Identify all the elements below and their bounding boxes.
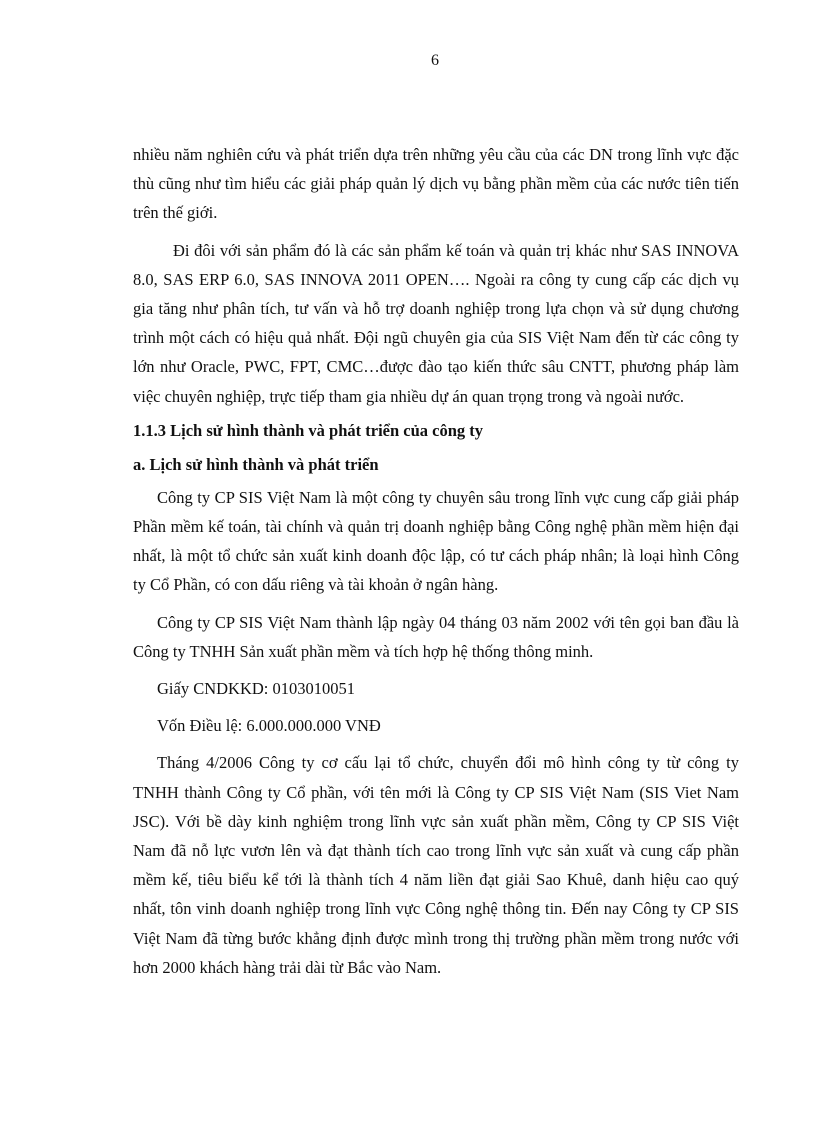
paragraph-products: Đi đôi với sản phẩm đó là các sản phẩm kế toán và quản trị khác như SAS INNOVA 8.0, SAS ERP 6.0, SAS INNOVA 2011 OPEN…. Ngoài ra công ty cung cấp các dịch vụ gia tăng như phân tích, tư vấn và hỗ trợ doanh nghiệp trong lựa chọn và sử dụng chương trình một cách có hiệu quả nhất. Đội ngũ chuyên gia của SIS Việt Nam đến từ các công ty lớn như Oracle, PWC, FPT, CMC…được đào tạo kiến thức sâu CNTT, phương pháp làm việc chuyên nghiệp, trực tiếp tham gia nhiều dự án quan trọng trong và ngoài nước. <box>133 240 739 406</box>
section-heading: 1.1.3 Lịch sử hình thành và phát triển của công ty <box>133 420 484 440</box>
charter-capital-line: Vốn Điều lệ: 6.000.000.000 VNĐ <box>157 716 381 736</box>
business-license-line: Giấy CNDKKD: 0103010051 <box>157 679 355 699</box>
paragraph-founding: Công ty CP SIS Việt Nam thành lập ngày 04 tháng 03 năm 2002 với tên gọi ban đầu là Công ty TNHH Sản xuất phần mềm và tích hợp hệ thống thông minh. <box>133 612 739 661</box>
paragraph-company-intro: Công ty CP SIS Việt Nam là một công ty chuyên sâu trong lĩnh vực cung cấp giải pháp Phần mềm kế toán, tài chính và quản trị doanh nghiệp bằng Công nghệ phần mềm hiện đại nhất, là một tổ chức sản xuất kinh doanh độc lập, có tư cách pháp nhân; là loại hình Công ty Cổ Phần, có con dấu riêng và tài khoản ở ngân hàng. <box>133 487 739 595</box>
paragraph-research: nhiều năm nghiên cứu và phát triển dựa trên những yêu cầu của các DN trong lĩnh vực đặc thù cũng như tìm hiểu các giải pháp quản lý dịch vụ bằng phần mềm của các nước tiên tiến trên thế giới. <box>133 145 739 223</box>
document-body <box>133 140 739 982</box>
page-number: 6 <box>431 52 439 69</box>
paragraph-restructuring: Tháng 4/2006 Công ty cơ cấu lại tổ chức, chuyển đổi mô hình công ty từ công ty TNHH thành Công ty Cổ phần, với tên mới là Công ty CP SIS Việt Nam (SIS Viet Nam JSC). Với bề dày kinh nghiệm trong lĩnh vực sản xuất phần mềm, Công ty CP SIS Việt Nam đã nỗ lực vươn lên và đạt thành tích cao trong lĩnh vực sản xuất và cung cấp phần mềm kế, tiêu biểu kể tới là thành tích 4 năm liền đạt giải Sao Khuê, danh hiệu cao quý nhất, tôn vinh doanh nghiệp trong lĩnh vực Công nghệ thông tin. Đến nay Công ty CP SIS Việt Nam đã từng bước khẳng định được mình trong thị trường phần mềm trong nước với hơn 2000 khách hàng trải dài từ Bắc vào Nam. <box>133 753 739 977</box>
subsection-heading: a. Lịch sử hình thành và phát triển <box>133 454 379 474</box>
